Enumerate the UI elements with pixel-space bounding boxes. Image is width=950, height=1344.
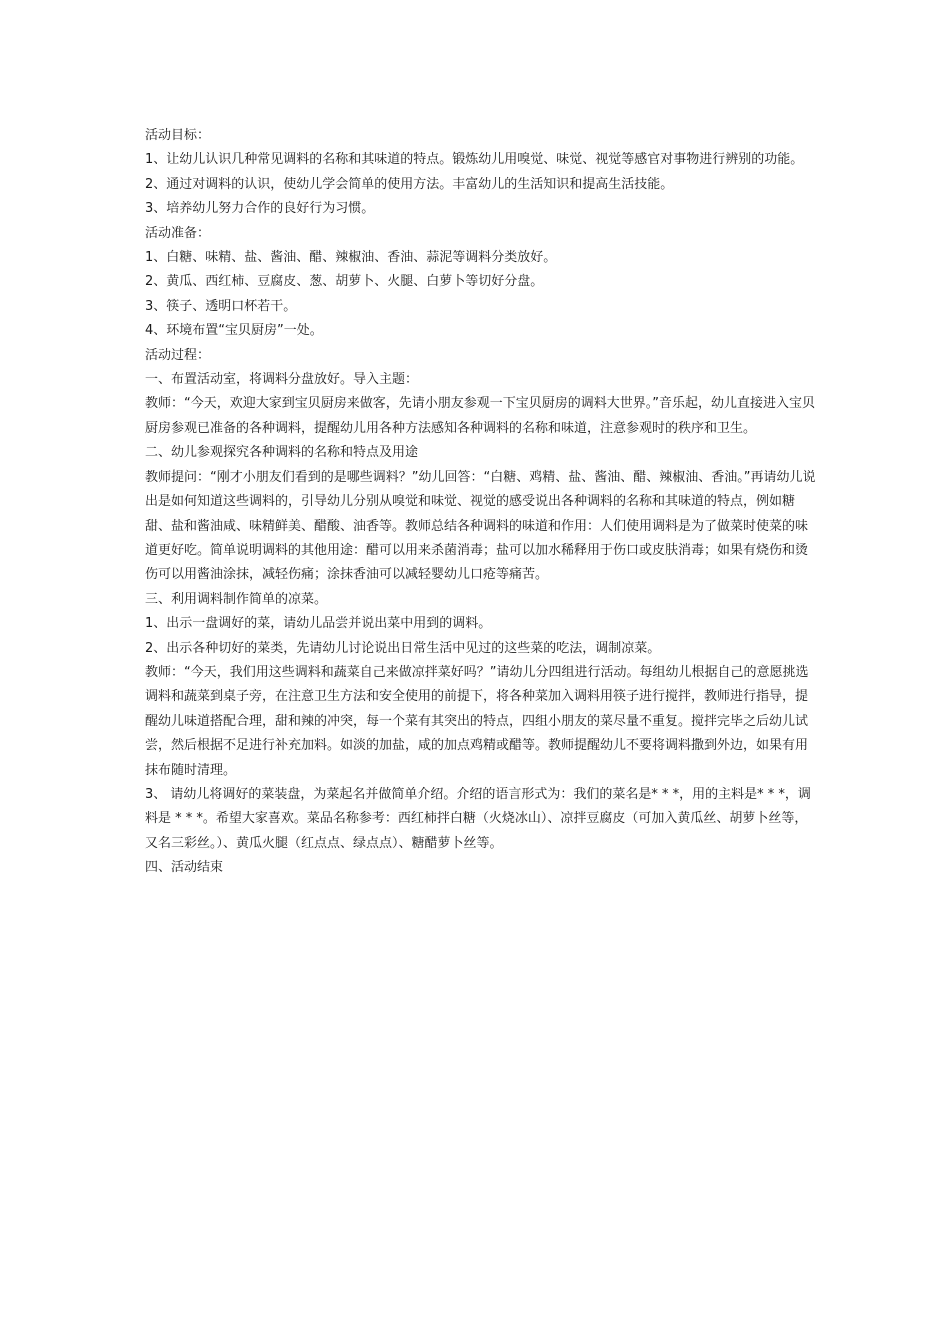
process-section-3-text: 教师：“今天，我们用这些调料和蔬菜自己来做凉拌菜好吗？”请幼儿分四组进行活动。每组幼儿根据自己的意愿挑选调料和蔬菜到桌子旁，在注意卫生方法和安全使用的前提下，将各种菜加入调料用筷子进行搅拌，教师进行指导，提醒幼儿味道搭配合理，甜和辣的冲突，每一个菜有其突出的特点，四组小朋友的菜尽量不重复。搅拌完毕之后幼儿试尝，然后根据不足进行补充加料。如淡的加盐，咸的加点鸡精或醋等。教师提醒幼儿不要将调料撒到外边，如果有用抹布随时清理。 [145, 664, 809, 778]
document-body [145, 124, 817, 881]
preparation-item-1: 1、白糖、味精、盐、酱油、醋、辣椒油、香油、蒜泥等调料分类放好。 [145, 250, 557, 266]
process-section-3: 三、利用调料制作简单的凉菜。 [145, 591, 328, 607]
goal-item-3: 3、培养幼儿努力合作的良好行为习惯。 [145, 201, 375, 217]
heading-activity-preparation: 活动准备： [145, 225, 211, 241]
preparation-item-3: 3、筷子、透明口杯若干。 [145, 298, 297, 314]
preparation-item-2: 2、黄瓜、西红柿、豆腐皮、葱、胡萝卜、火腿、白萝卜等切好分盘。 [145, 274, 544, 290]
preparation-item-4: 4、环境布置“宝贝厨房”一处。 [145, 323, 323, 339]
process-section-2-text: 教师提问：“刚才小朋友们看到的是哪些调料？”幼儿回答：“白糖、鸡精、盐、酱油、醋、辣椒油、香油。”再请幼儿说出是如何知道这些调料的，引导幼儿分别从嗅觉和味觉、视觉的感受说出各种调料的名称和其味道的特点，例如糖甜、盐和酱油咸、味精鲜美、醋酸、油香等。教师总结各种调料的味道和作用：人们使用调料是为了做菜时使菜的味道更好吃。简单说明调料的其他用途：醋可以用来杀菌消毒；盐可以加水稀释用于伤口或皮肤消毒；如果有烧伤和烫伤可以用酱油涂抹，减轻伤痛；涂抹香油可以减轻婴幼儿口疮等痛苦。 [145, 469, 816, 583]
process-section-3-item-3: 3、 请幼儿将调好的菜装盘，为菜起名并做简单介绍。介绍的语言形式为：我们的菜名是* * *，用的主料是* * *，调料是 * * *。希望大家喜欢。菜品名称参考：西红柿拌白糖（火烧冰山）、凉拌豆腐皮（可加入黄瓜丝、胡萝卜丝等，又名三彩丝。）、黄瓜火腿（红点点、绿点点）、糖醋萝卜丝等。 [145, 786, 811, 851]
goal-item-1: 1、让幼儿认识几种常见调料的名称和其味道的特点。锻炼幼儿用嗅觉、味觉、视觉等感官对事物进行辨别的功能。 [145, 152, 804, 168]
process-section-4: 四、活动结束 [145, 860, 224, 876]
goal-item-2: 2、通过对调料的认识，使幼儿学会简单的使用方法。丰富幼儿的生活知识和提高生活技能。 [145, 176, 674, 192]
process-section-2: 二、幼儿参观探究各种调料的名称和特点及用途 [145, 445, 419, 461]
heading-activity-goals: 活动目标： [145, 128, 211, 143]
heading-activity-process: 活动过程： [145, 347, 211, 363]
process-section-3-item-2: 2、出示各种切好的菜类，先请幼儿讨论说出日常生活中见过的这些菜的吃法，调制凉菜。 [145, 640, 661, 656]
process-section-1: 一、布置活动室，将调料分盘放好。导入主题： [145, 372, 419, 388]
process-section-3-item-1: 1、出示一盘调好的菜，请幼儿品尝并说出菜中用到的调料。 [145, 616, 492, 632]
process-section-1-text: 教师：“今天，欢迎大家到宝贝厨房来做客，先请小朋友参观一下宝贝厨房的调料大世界。”音乐起，幼儿直接进入宝贝厨房参观已准备的各种调料，提醒幼儿用各种方法感知各种调料的名称和味道，注意参观时的秩序和卫生。 [145, 396, 815, 436]
